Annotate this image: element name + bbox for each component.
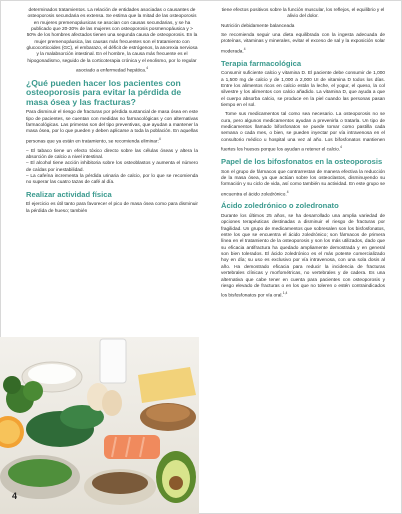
heading-bisphosphonates: Papel de los bifosfonatos en la osteoporosis (221, 156, 383, 166)
food-illustration (0, 337, 199, 514)
intro-paragraph: determinados tratamientos. La relación de entidades asociadas o causantes de osteoporosis secundaria es extensa. Se estima que la mitad de las osteoporosis en mujeres premenopáusicas se asocian con causas secundarias, y se ha publicado que 20-30% de las mujeres con osteoporosis posmenopáusica y > 50% de los hombres afectados tienen una segunda causa de osteoporosis. En la mujer premenopáusica, las causas más frecuentes son el tratamiento con glucocorticoides (GC), el embarazo, el déficit de estrógenos, la anorexia nerviosa y la malabsorción intestinal. En el hombre, la causa más frecuente es el hipogonadismo, seguido de la corticoterapia crónica y el enolismo, por lo regular asociado a enfermedad hepática.$^4$ (26, 8, 198, 74)
bisphosphonates-paragraph: Son el grupo de fármacos que contrarrestan de manera efectiva la reducción de la masa ósea, ya que actúan sobre los osteoclastos, disminuyendo su formación y su ciclo de vida, así como también su actividad. En este grupo se encuentra el ácido zoledrónico.$^4$ (221, 169, 385, 198)
heading-zoledronic-acid: Ácido zoledrónico o zoledronato (221, 201, 339, 211)
list-item: – El alcohol tiene acción inhibitoria sobre los osteoblastos y aumenta el número de caídas por inestabilidad. (26, 161, 198, 173)
nutrition-subheading: Nutrición debidamente balanceada (221, 23, 295, 29)
exercise-continued-paragraph: tiene efectos positivos sobre la función muscular, los reflejos, el equilibrio y el alivio del dolor. (221, 8, 385, 20)
medication-paragraph: Tome sus medicamentos tal como sea necesario. La osteoporosis no se cura, pero algunos medicamentos ayudan a prevenirla o tratarla. Un tipo de medicamentos llamado bifosfonatos se puede tomar como pastilla cada semana o cada mes, o bien, se pueden inyectar por vía intravenosa en el consultorio médico u hospital una vez al año. Los bifosfonatos mantienen fuertes los huesos porque los ayudan a retener el calcio.$^4$ (221, 112, 385, 153)
list-item: – La cafeína incrementa la pérdida urinaria de calcio, por lo que se recomienda no superar las cuatro tazas de café al día. (26, 173, 198, 186)
left-column (26, 8, 198, 218)
exercise-paragraph: El ejercicio es útil tanto para favorecer el pico de masa ósea como para disminuir la pérdida de hueso; también (26, 202, 198, 214)
zoledronic-paragraph: Durante los últimos 25 años, se ha desarrollado una amplia variedad de opciones terapéuticas destinadas a disminuir el riesgo de fracturas por fragilidad. Un grupo de medicamentos que sobresalen son los bisfosfonatos, entre los que se encuentra el ácido zoledrónico; son fármacos de primera línea en el tratamiento de la osteoporosis y son los más utilizados, dado que su eficacia antifractura ha quedado ampliamente demostrada y en general son bien tolerados. El ácido zoledrónico es el más potente comercializado hoy en día; su uso es exclusivo por vía intravenosa, con una sola dosis al año. Ha demostrado eficacia para reducir la incidencia de fracturas vertebrales clínicas y morfométricas, no vertebrales y de cadera. Es una alternativa que cabe tener en cuenta para pacientes con osteoporosis y riesgo elevado de fracturas o en los que no toleren o estén contraindicados los bisfosfonatos por vía oral.$^{1,4}$ (221, 214, 385, 299)
list-item: – El tabaco tiene un efecto tóxico directo sobre las células óseas y altera la absorción de calcio a nivel intestinal. (26, 148, 198, 160)
heading-physical-activity: Realizar actividad física (26, 189, 112, 199)
right-column (221, 8, 385, 303)
nutrition-paragraph: Se recomienda seguir una dieta equilibrada con la ingesta adecuada de proteínas, vitaminas y minerales, evitar el exceso de sal y la exposición solar moderada.$^4$ (221, 33, 385, 55)
page-number: 4 (12, 491, 18, 501)
healthy-food-photo (0, 337, 199, 514)
risk-factor-list (26, 149, 198, 187)
heading-pharmacological-therapy: Terapia farmacológica (221, 58, 302, 68)
heading-prevention: ¿Qué pueden hacer los pacientes con osteoporosis para evitar la pérdida de masa ósea y las fracturas? (26, 78, 182, 107)
prevention-paragraph: Para disminuir el riesgo de fracturas por pérdida sustancial de masa ósea en este tipo de pacientes, se cuentan con medidas no farmacológicas y con alternativas farmacológicas. Las primeras son del tipo preventivas, que ayudan a mantener la masa ósea, por lo que pueden y deben aplicarse a toda la población. En aquellas personas que ya están en tratamiento, se recomienda eliminar:$^4$ (26, 110, 198, 145)
calcium-paragraph: Consumir suficiente calcio y vitamina D. El paciente debe consumir de 1,000 a 1,500 mg de calcio y de 1,000 a 2,000 UI de vitamina D todos los días. Entre los alimentos ricos en calcio están la leche, el yogur, el queso, la col silvestre y los alimentos con calcio añadido. La vitamina D, que ayuda a que el cuerpo absorba calcio, se produce en la piel cuando las personas pasan tiempo en el sol. (221, 71, 385, 108)
